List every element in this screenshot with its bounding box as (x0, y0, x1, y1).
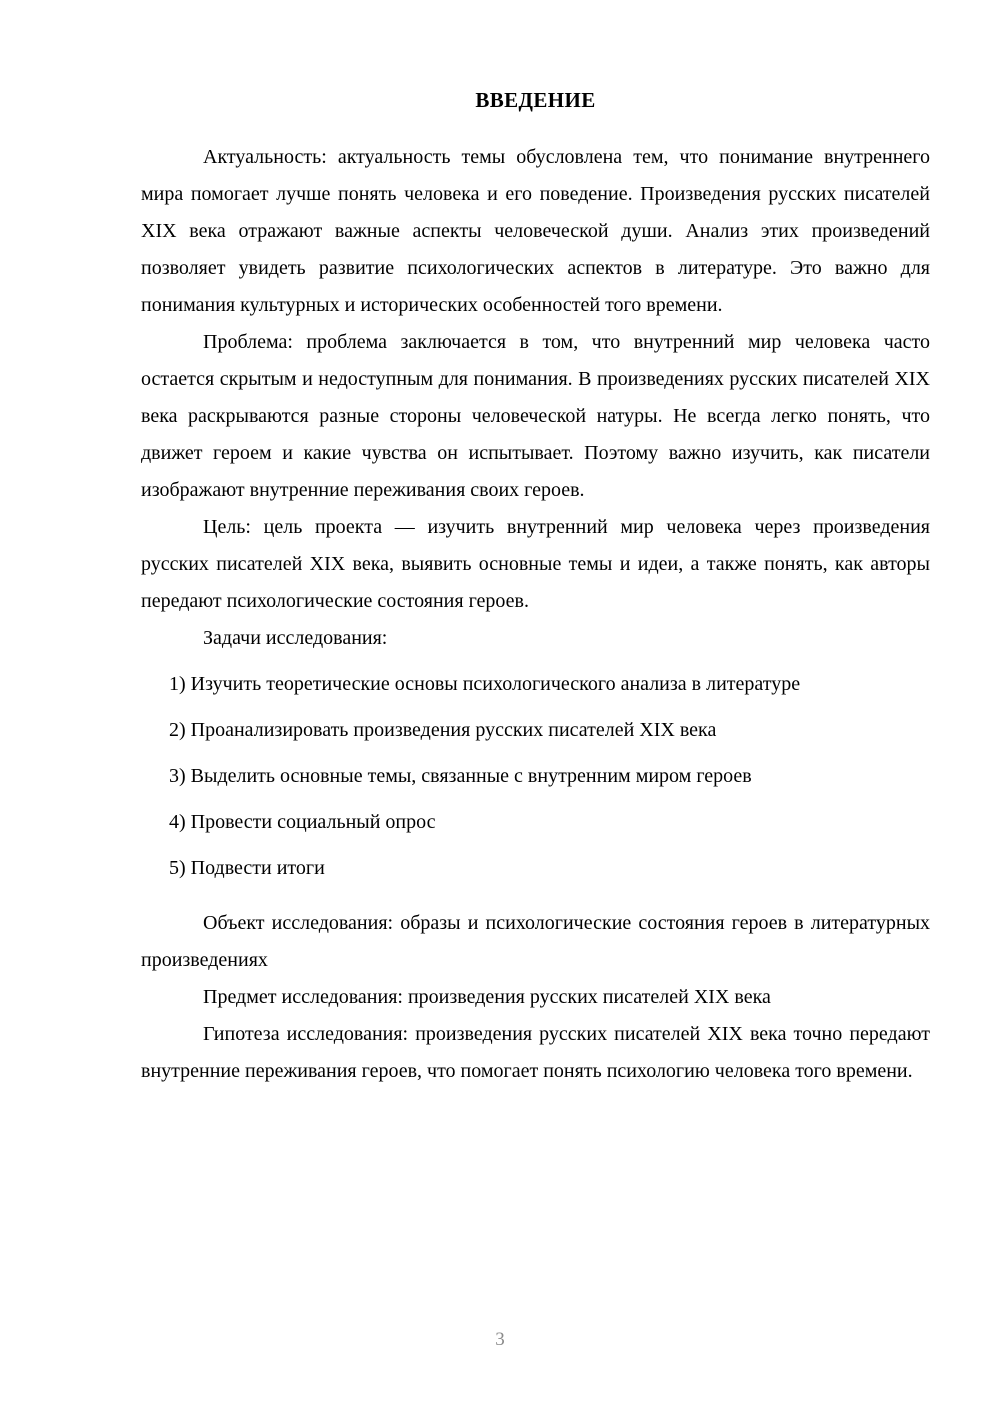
paragraph-problem: Проблема: проблема заключается в том, что внутренний мир человека часто остается скрытым и недоступным для понимания. В произведениях русских писателей XIX века раскрываются разные стороны человеческой натуры. Не всегда легко понять, что движет героем и какие чувства он испытывает. Поэтому важно изучить, как писатели изображают внутренние переживания своих героев. (141, 331, 930, 502)
document-body (141, 88, 930, 1090)
spacer (141, 657, 930, 666)
list-item: 1) Изучить теоретические основы психологического анализа в литературе (169, 673, 801, 696)
tasks-list (141, 666, 930, 887)
tasks-label: Задачи исследования: (203, 627, 388, 650)
list-item: 4) Провести социальный опрос (169, 811, 436, 834)
list-item: 2) Проанализировать произведения русских писателей XIX века (169, 719, 717, 742)
page-title: ВВЕДЕНИЕ (475, 88, 596, 112)
page-number: 3 (495, 1329, 505, 1350)
list-item: 3) Выделить основные темы, связанные с внутренним миром героев (169, 765, 752, 788)
paragraph-subject: Предмет исследования: произведения русских писателей XIX века (203, 986, 771, 1009)
paragraph-object: Объект исследования: образы и психологические состояния героев в литературных произведениях (141, 912, 930, 972)
paragraph-relevance: Актуальность: актуальность темы обусловлена тем, что понимание внутреннего мира помогает лучше понять человека и его поведение. Произведения русских писателей XIX века отражают важные аспекты человеческой души. Анализ этих произведений позволяет увидеть развитие психологических аспектов в литературе. Это важно для понимания культурных и исторических особенностей того времени. (141, 146, 930, 317)
spacer (141, 896, 930, 905)
paragraph-hypothesis: Гипотеза исследования: произведения русских писателей XIX века точно передают внутренние переживания героев, что помогает понять психологию человека того времени. (141, 1023, 930, 1083)
list-item: 5) Подвести итоги (169, 857, 325, 880)
paragraph-goal: Цель: цель проекта — изучить внутренний мир человека через произведения русских писателей XIX века, выявить основные темы и идеи, а также понять, как авторы передают психологические состояния героев. (141, 516, 930, 613)
